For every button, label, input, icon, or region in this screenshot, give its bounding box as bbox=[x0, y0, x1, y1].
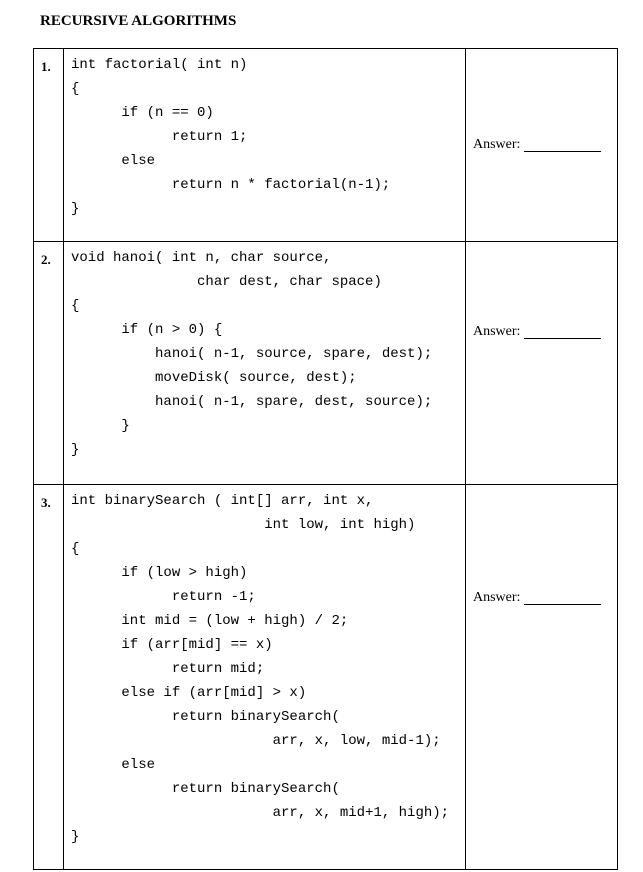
answer-blank[interactable] bbox=[524, 326, 601, 339]
answer-label: Answer: bbox=[473, 324, 521, 339]
answer-area bbox=[466, 49, 617, 241]
answer-area bbox=[466, 242, 617, 422]
code-line: else bbox=[71, 757, 156, 773]
code-block bbox=[64, 485, 465, 852]
answer-label: Answer: bbox=[473, 137, 521, 152]
answer-area bbox=[466, 485, 617, 711]
code-cell bbox=[64, 242, 466, 485]
code-line: { bbox=[71, 298, 80, 314]
code-line: } bbox=[71, 201, 80, 217]
code-block bbox=[64, 242, 465, 465]
code-line: else bbox=[71, 153, 156, 169]
code-line: int factorial( int n) bbox=[71, 57, 248, 73]
code-line: moveDisk( source, dest); bbox=[71, 370, 357, 386]
code-line: int low, int high) bbox=[71, 517, 416, 533]
code-line: else if (arr[mid] > x) bbox=[71, 685, 307, 701]
answer-cell bbox=[466, 242, 618, 485]
code-line: if (arr[mid] == x) bbox=[71, 637, 273, 653]
code-block bbox=[64, 49, 465, 224]
code-line: return 1; bbox=[71, 129, 248, 145]
code-line: { bbox=[71, 541, 80, 557]
code-line: { bbox=[71, 81, 80, 97]
answer-cell bbox=[466, 49, 618, 242]
code-line: } bbox=[71, 418, 130, 434]
problem-row-3 bbox=[34, 485, 618, 870]
code-cell bbox=[64, 485, 466, 870]
code-line: if (n > 0) { bbox=[71, 322, 223, 338]
code-line: arr, x, mid+1, high); bbox=[71, 805, 450, 821]
code-line: hanoi( n-1, source, spare, dest); bbox=[71, 346, 433, 362]
answer-blank[interactable] bbox=[524, 592, 601, 605]
code-line: if (n == 0) bbox=[71, 105, 214, 121]
page-title: RECURSIVE ALGORITHMS bbox=[40, 13, 237, 29]
problem-number: 3. bbox=[41, 495, 51, 510]
code-line: return n * factorial(n-1); bbox=[71, 177, 391, 193]
code-line: void hanoi( int n, char source, bbox=[71, 250, 332, 266]
code-line: return binarySearch( bbox=[71, 781, 340, 797]
problem-row-1 bbox=[34, 49, 618, 242]
code-line: if (low > high) bbox=[71, 565, 248, 581]
code-line: arr, x, low, mid-1); bbox=[71, 733, 441, 749]
code-line: return binarySearch( bbox=[71, 709, 340, 725]
code-line: char dest, char space) bbox=[71, 274, 382, 290]
problem-number: 2. bbox=[41, 252, 51, 267]
code-line: } bbox=[71, 442, 80, 458]
problem-number-cell bbox=[34, 485, 64, 870]
answer-cell bbox=[466, 485, 618, 870]
code-line: hanoi( n-1, spare, dest, source); bbox=[71, 394, 433, 410]
code-cell bbox=[64, 49, 466, 242]
problems-table bbox=[33, 48, 618, 870]
problem-number: 1. bbox=[41, 59, 51, 74]
problem-row-2 bbox=[34, 242, 618, 485]
code-line: } bbox=[71, 829, 80, 845]
problem-number-cell bbox=[34, 242, 64, 485]
code-line: return mid; bbox=[71, 661, 265, 677]
problem-number-cell bbox=[34, 49, 64, 242]
code-line: int mid = (low + high) / 2; bbox=[71, 613, 349, 629]
code-line: int binarySearch ( int[] arr, int x, bbox=[71, 493, 374, 509]
answer-blank[interactable] bbox=[524, 139, 601, 152]
answer-label: Answer: bbox=[473, 590, 521, 605]
code-line: return -1; bbox=[71, 589, 256, 605]
